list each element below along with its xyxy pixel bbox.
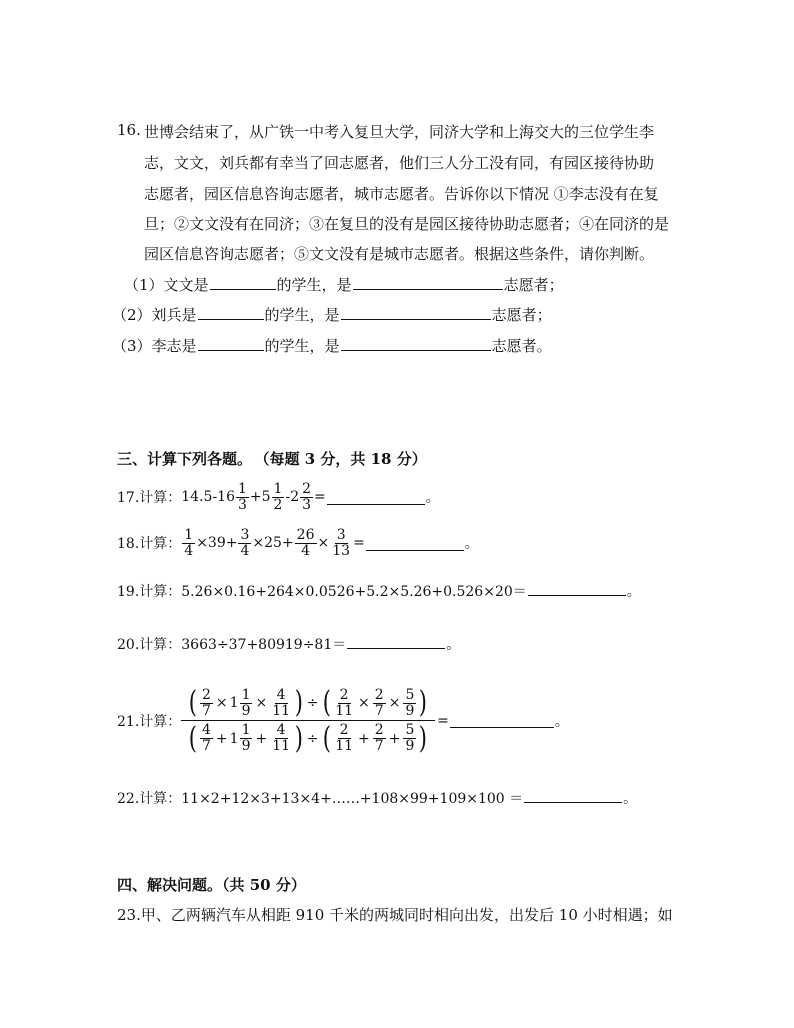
q20-expression: 3663÷37+80919÷81＝ xyxy=(181,637,347,653)
q16-sub-3-mid: 的学生，是 xyxy=(264,337,340,355)
q17 xyxy=(117,482,440,512)
q21-end: 。 xyxy=(554,713,569,730)
q16-sub-1 xyxy=(124,274,564,295)
q16-sub-2-prefix: （2）刘兵是 xyxy=(112,306,197,324)
q18-op-1: ×39+ xyxy=(196,535,238,552)
q20-label: 20.计算： xyxy=(117,637,182,653)
section-3-score: （每题 3 分，共 18 分） xyxy=(262,450,427,468)
q16-sub-1-prefix: （1）文文是 xyxy=(124,276,209,294)
q18-equals: = xyxy=(353,535,365,552)
q16-line-5: 园区信息咨询志愿者；⑤文文没有是城市志愿者。根据这些条件，请你判断。 xyxy=(144,245,655,263)
q23-text: 23.甲、乙两辆汽车从相距 910 千米的两城同时相向出发，出发后 10 小时相遇；如 xyxy=(117,906,673,924)
q18-fraction-3: $\frac{26}{4}$ xyxy=(296,527,315,559)
q16-sub-1-role-blank[interactable] xyxy=(353,275,503,290)
q21-denominator: ( $\frac{4}{7}$ + 1 $\frac{1}{9}$ + $\frac{4}{11}$ ) ÷ ( $\frac{2}{11}$ + $\frac{2}{7}$ + $\frac{5}{9}$ ) xyxy=(189,720,428,756)
q18-fraction-2: $\frac{3}{4}$ xyxy=(240,527,250,559)
q16-sub-2-school-blank[interactable] xyxy=(198,305,264,320)
q21-equals: = xyxy=(437,712,449,729)
q16-sub-3 xyxy=(112,335,552,356)
q22 xyxy=(117,788,637,808)
q17-fraction-3: $\frac{2}{3}$ xyxy=(302,481,312,513)
q21-complex-fraction xyxy=(181,685,435,756)
q18-fraction-4: $\frac{3}{13}$ xyxy=(332,527,351,559)
section-4-heading xyxy=(117,874,306,895)
q16-sub-1-mid: 的学生，是 xyxy=(276,276,352,294)
q16-sub-2-end: 志愿者； xyxy=(491,306,552,324)
section-4-score: （共 50 分） xyxy=(222,876,306,894)
q19-label: 19.计算： xyxy=(117,584,182,600)
section-3-heading xyxy=(117,448,427,469)
q16-sub-1-end: 志愿者； xyxy=(503,276,564,294)
q16-sub-2-role-blank[interactable] xyxy=(341,305,491,320)
q16-sub-3-prefix: （3）李志是 xyxy=(112,337,197,355)
q17-term-c: -2 xyxy=(285,489,300,506)
q16-line-4: 旦；②文文没有在同济；③在复旦的没有是园区接待协助志愿者；④在同济的是 xyxy=(144,215,670,233)
q16-number: 16. xyxy=(117,121,141,139)
q21 xyxy=(117,685,569,756)
q16-sub-3-role-blank[interactable] xyxy=(341,336,491,351)
q17-fraction-1: $\frac{1}{3}$ xyxy=(237,481,247,513)
q17-end: 。 xyxy=(425,490,440,507)
q20-answer-blank[interactable] xyxy=(347,634,445,649)
q16-sub-1-school-blank[interactable] xyxy=(210,275,276,290)
q17-term-b: +5 xyxy=(249,489,271,506)
q19-answer-blank[interactable] xyxy=(528,581,626,596)
q21-label: 21.计算： xyxy=(117,713,182,730)
section-4-title: 四、解决问题。 xyxy=(117,876,223,894)
q18-end: 。 xyxy=(464,536,479,553)
q22-label: 22.计算： xyxy=(117,791,182,807)
q16-line-1: 世博会结束了，从广铁一中考入复旦大学，同济大学和上海交大的三位学生李 xyxy=(144,123,655,141)
q20-end: 。 xyxy=(446,637,461,653)
q18-label: 18.计算： xyxy=(117,536,182,553)
q19-expression: 5.26×0.16+264×0.0526+5.2×5.26+0.526×20＝ xyxy=(181,584,527,600)
q19 xyxy=(117,581,641,601)
q18-answer-blank[interactable] xyxy=(366,536,464,551)
q16-sub-2-mid: 的学生，是 xyxy=(264,306,340,324)
q18-op-3: × xyxy=(317,535,330,552)
q16-line-2: 志，文文，刘兵都有幸当了回志愿者，他们三人分工没有同，有园区接待协助 xyxy=(144,154,655,172)
q18 xyxy=(117,528,479,558)
q16-sub-3-end: 志愿者。 xyxy=(491,337,552,355)
q17-term-a: 14.5-16 xyxy=(181,489,235,506)
q18-op-2: ×25+ xyxy=(252,535,294,552)
q22-answer-blank[interactable] xyxy=(524,788,622,803)
q21-answer-blank[interactable] xyxy=(450,713,554,728)
q16-line-3: 志愿者，园区信息咨询志愿者，城市志愿者。告诉你以下情况 ①李志没有在复 xyxy=(144,185,659,203)
q16-sub-2 xyxy=(112,304,552,325)
q21-numerator: ( $\frac{2}{7}$ × 1 $\frac{1}{9}$ × $\frac{4}{11}$ ) ÷ ( $\frac{2}{11}$ × $\frac{2}{7}$ × $\frac{5}{9}$ ) xyxy=(181,688,435,721)
q19-end: 。 xyxy=(626,584,641,600)
q17-equals: = xyxy=(314,489,326,506)
q20 xyxy=(117,634,460,654)
q18-fraction-1: $\frac{1}{4}$ xyxy=(184,527,194,559)
q17-answer-blank[interactable] xyxy=(327,490,425,505)
q22-end: 。 xyxy=(623,791,638,807)
q22-expression: 11×2+12×3+13×4+……+108×99+109×100 ＝ xyxy=(181,791,524,807)
q16-sub-3-school-blank[interactable] xyxy=(198,336,264,351)
q17-label: 17.计算： xyxy=(117,490,182,507)
section-3-title: 三、计算下列各题。 xyxy=(117,450,253,468)
q17-fraction-2: $\frac{1}{2}$ xyxy=(273,481,283,513)
